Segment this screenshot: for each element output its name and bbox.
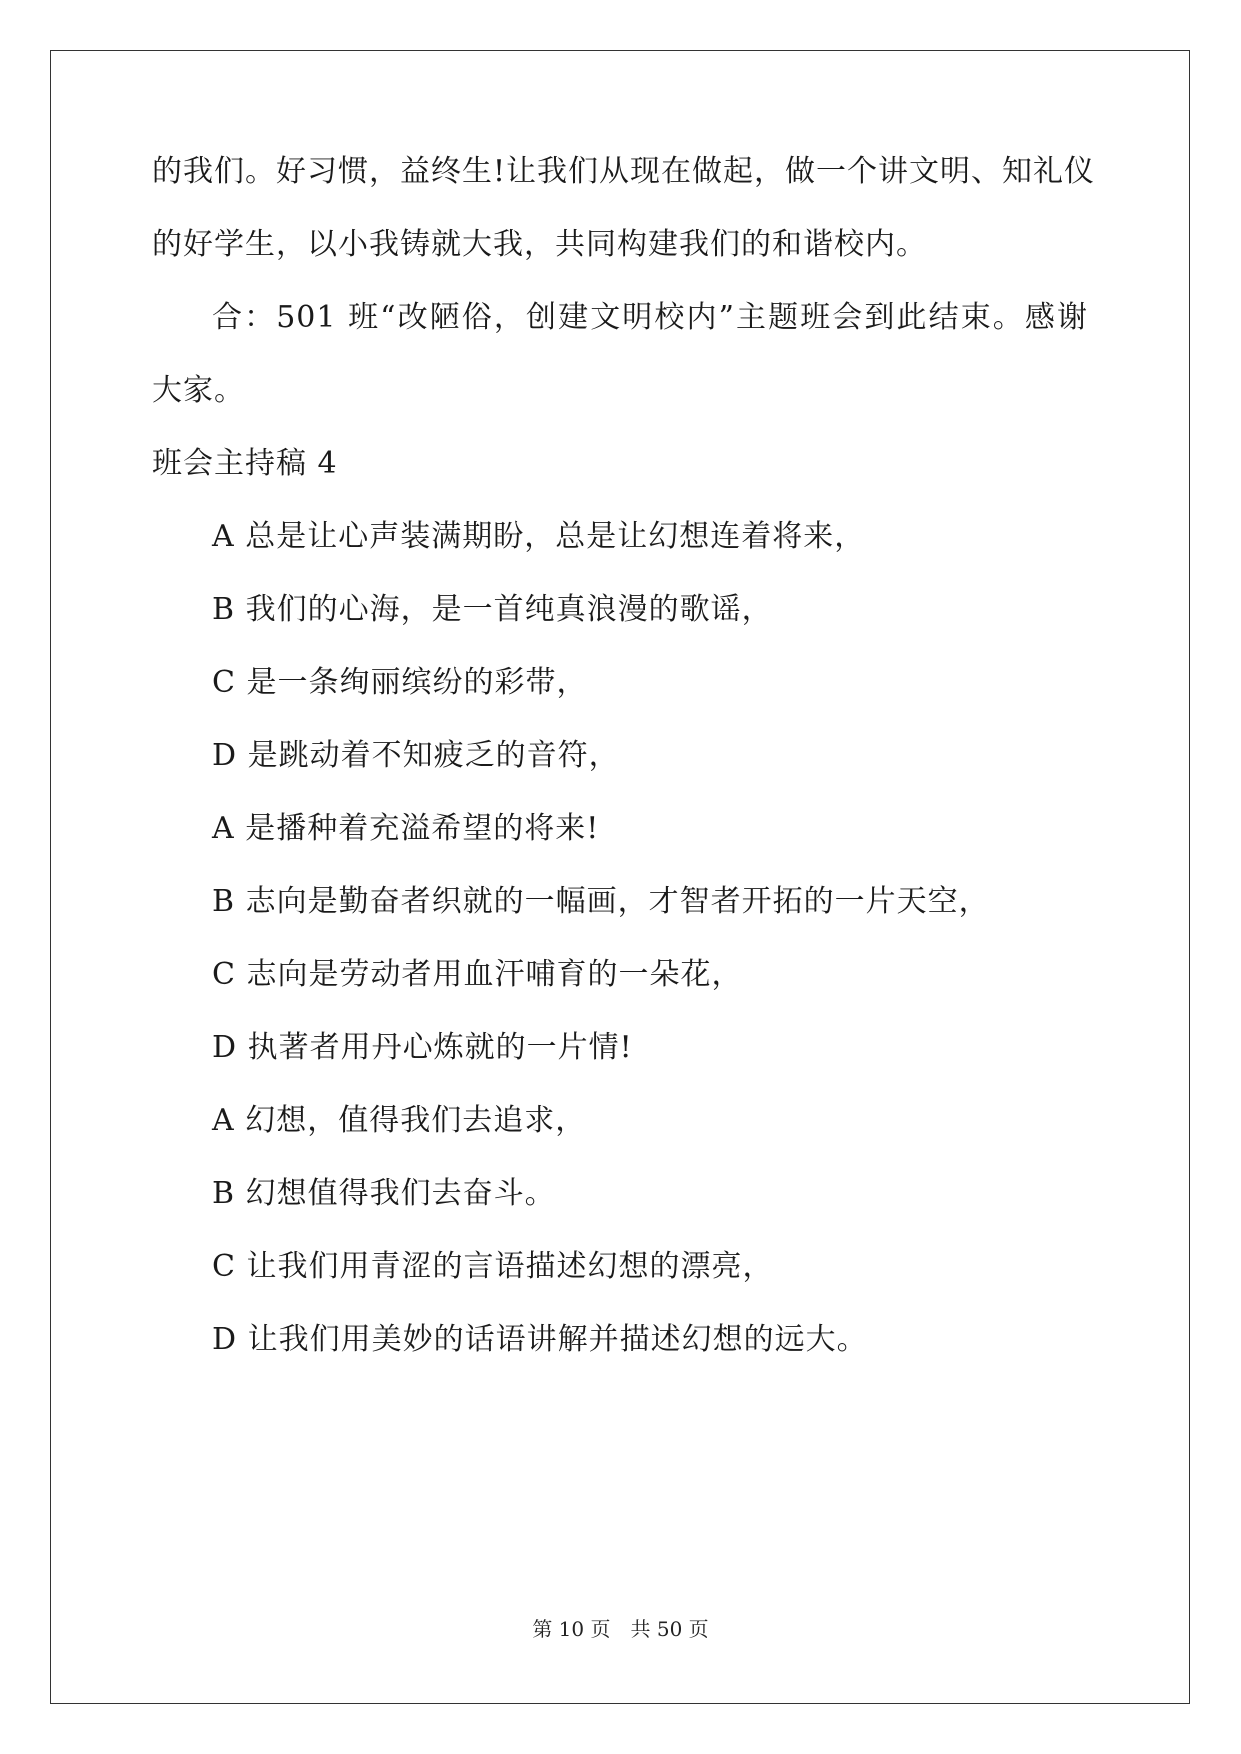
dialogue-line: B 我们的心海，是一首纯真浪漫的歌谣， <box>212 592 773 627</box>
paragraph-2-line-2: 大家。 <box>152 373 245 408</box>
dialogue-line: C 是一条绚丽缤纷的彩带， <box>212 665 588 700</box>
dialogue-line: A 总是让心声装满期盼，总是让幻想连着将来， <box>212 519 866 554</box>
page-number-total: 共 50 页 <box>630 1617 709 1641</box>
dialogue-line: C 让我们用青涩的言语描述幻想的漂亮， <box>212 1249 774 1284</box>
dialogue-line: A 是播种着充溢希望的将来! <box>212 811 600 846</box>
dialogue-line: D 让我们用美妙的话语讲解并描述幻想的远大。 <box>212 1322 868 1357</box>
paragraph-1-line-1: 的我们。好习惯，益终生!让我们从现在做起，做一个讲文明、知礼仪 <box>152 154 1096 189</box>
dialogue-line: C 志向是劳动者用血汗哺育的一朵花， <box>212 957 743 992</box>
dialogue-line: B 幻想值得我们去奋斗。 <box>212 1176 556 1211</box>
dialogue-line: D 是跳动着不知疲乏的音符， <box>212 738 620 773</box>
dialogue-line: D 执著者用丹心炼就的一片情! <box>212 1030 633 1065</box>
dialogue-line: A 幻想，值得我们去追求， <box>212 1103 587 1138</box>
page-number-current: 第 10 页 <box>532 1617 611 1641</box>
dialogue-line: B 志向是勤奋者织就的一幅画，才智者开拓的一片天空， <box>212 884 990 919</box>
paragraph-1-line-2: 的好学生，以小我铸就大我，共同构建我们的和谐校内。 <box>152 227 927 262</box>
paragraph-2-line-1: 合：501 班“改陋俗，创建文明校内”主题班会到此结束。感谢 <box>212 300 1088 335</box>
page-footer <box>0 1616 1241 1642</box>
section-heading: 班会主持稿 4 <box>152 446 338 481</box>
